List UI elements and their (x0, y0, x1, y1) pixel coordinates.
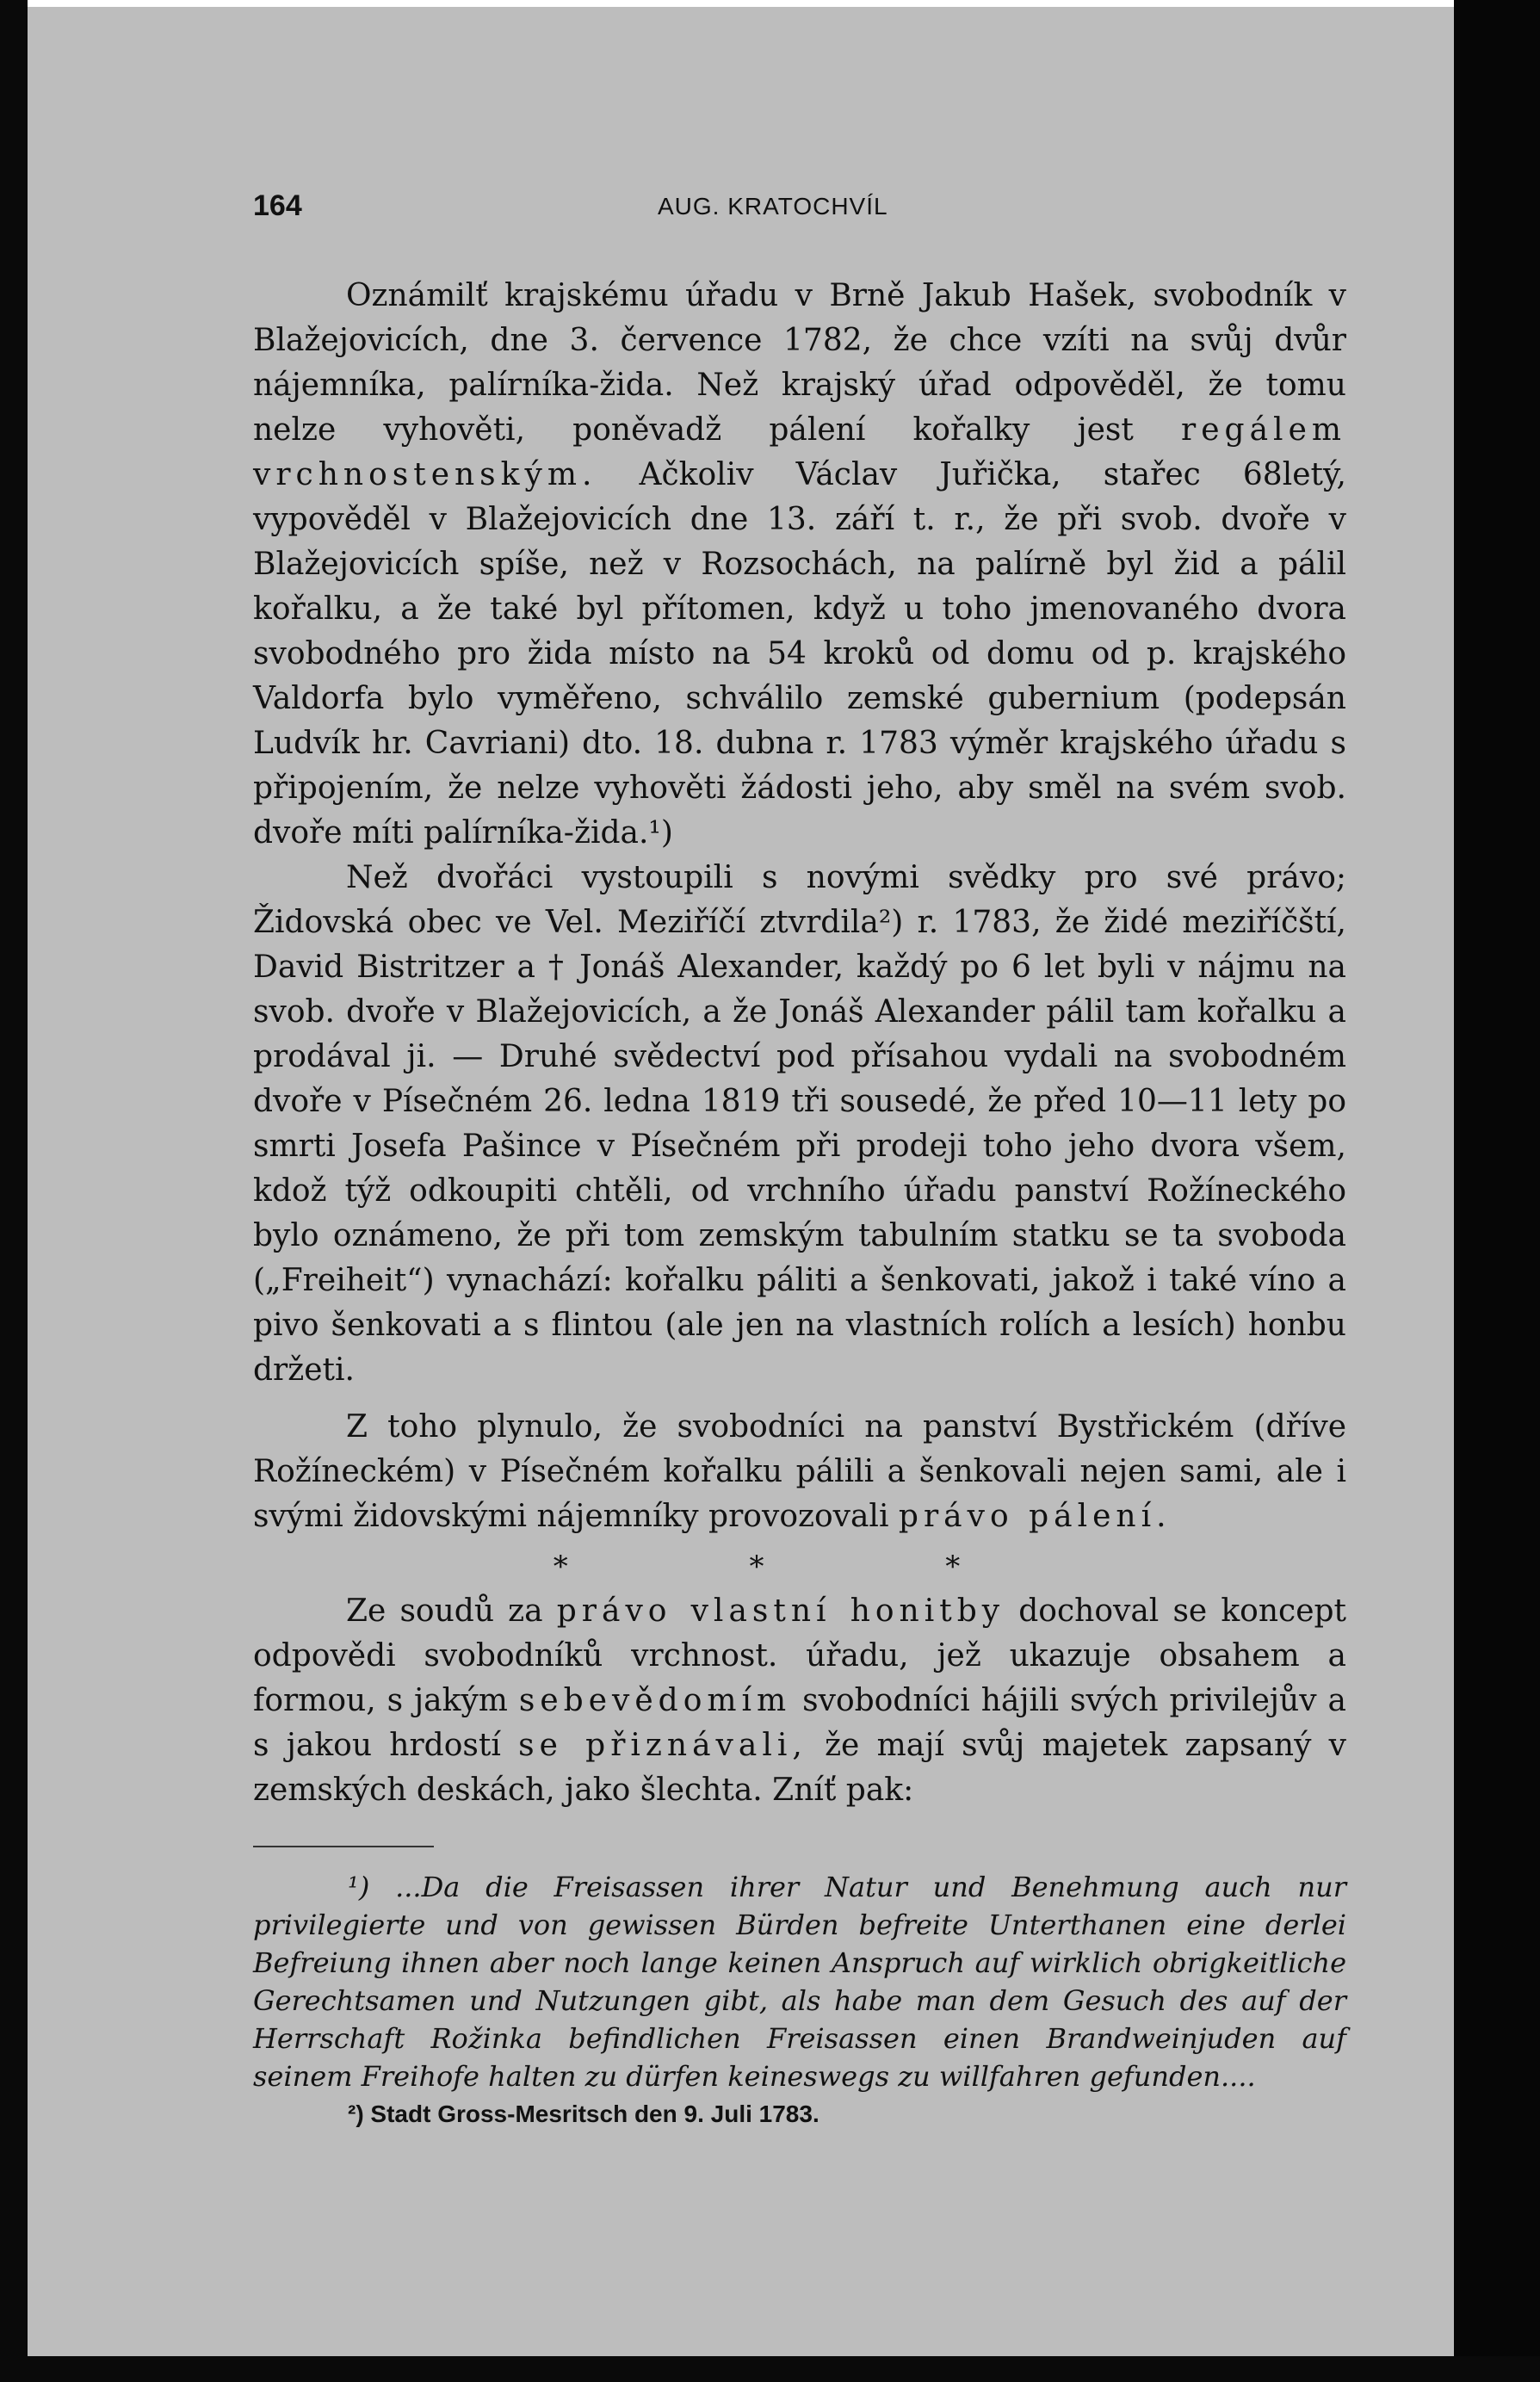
scan-border-right (1454, 0, 1540, 2382)
spaced-emphasis: se přiznávali, (518, 1728, 807, 1763)
page-number: 164 (253, 189, 302, 222)
spaced-emphasis: právo pálení. (898, 1499, 1172, 1534)
page-header (253, 189, 1346, 232)
body-text (253, 274, 1346, 1813)
scan-border-bottom (0, 2356, 1540, 2382)
paragraph-2: Než dvořáci vystoupili s novými svědky pro své právo; Židovská obec ve Vel. Meziříčí ztvrdila²) r. 1783, že židé meziříčští, David Bistritzer a † Jonáš Alexander, každý po 6 let byli v nájmu na svob. dvoře v Blažejovicích, a že Jonáš Alexander pálil tam kořalku a prodával ji. — Druhé svědectví pod přísahou vydali na svobodném dvoře v Písečném 26. ledna 1819 tři sousedé, že před 10—11 lety po smrti Josefa Pašince v Písečném při prodeji toho jeho dvora všem, kdož týž odkoupiti chtěli, od vrchního úřadu panství Rožíneckého bylo oznámeno, že při tom zemským tabulním statku se ta svoboda („Freiheit“) vynachází: kořalku páliti a šenkovati, jakož i také víno a pivo šenkovati a s flintou (ale jen na vlastních rolích a lesích) honbu držeti. (253, 860, 1346, 1388)
paragraph-3: Z toho plynulo, že svobodníci na panství Bystřickém (dříve Rožíneckém) v Písečném kořalku pálili a šenkovali nejen sami, ale i svými židovskými nájemníky provozovali právo pálení. (253, 1409, 1346, 1534)
scan-border-left (0, 0, 28, 2382)
footnote-1: ¹) ...Da die Freisassen ihrer Natur und Benehmung auch nur privilegierte und von gewissen Bürden befreite Unterthanen eine derlei Befreiung ihnen aber noch lange keinen Anspruch auf wirklich obrigkeitliche Gerechtsamen und Nutzungen gibt, als habe man dem Gesuch des auf der Herrschaft Rožinka befindlichen Freisassen einen Brandweinjuden auf seinem Freihofe halten zu dürfen keineswegs zu willfahren gefunden.... (253, 1871, 1346, 2093)
section-divider-stars: * * * (553, 1550, 1047, 1584)
footnotes (253, 1868, 1346, 2133)
spaced-emphasis: regálem vrchnostenským. (253, 412, 1347, 492)
running-head: AUG. KRATOCHVÍL (658, 193, 888, 220)
spaced-emphasis: sebevědomím (518, 1683, 792, 1718)
footnote-2: ²) Stadt Gross-Mesritsch den 9. Juli 1783. (348, 2100, 819, 2127)
footnote-divider (253, 1846, 434, 1847)
paragraph-4: Ze soudů za právo vlastní honitby dochoval se koncept odpovědi svobodníků vrchnost. úřadu, jež ukazuje obsahem a formou, s jakým sebevědomím svobodníci hájili svých privilejův a s jakou hrdostí se přiznávali, že mají svůj majetek zapsaný v zemských deskách, jako šlechta. Zníť pak: (253, 1593, 1347, 1808)
paragraph-1: Oznámilť krajskému úřadu v Brně Jakub Hašek, svobodník v Blažejovicích, dne 3. července 1782, že chce vzíti na svůj dvůr nájemníka, palírníka-žida. Než krajský úřad odpověděl, že tomu nelze vyhověti, poněvadž pálení kořalky jest regálem vrchnostenským. Ačkoliv Václav Juřička, stařec 68letý, vypověděl v Blažejovicích dne 13. září t. r., že při svob. dvoře v Blažejovicích spíše, než v Rozsochách, na palírně byl žid a pálil kořalku, a že také byl přítomen, když u toho jmenovaného dvora svobodného pro žida místo na 54 kroků od domu od p. krajského Valdorfa bylo vyměřeno, schválilo zemské gubernium (podepsán Ludvík hr. Cavriani) dto. 18. dubna r. 1783 výměr krajského úřadu s připojením, že nelze vyhověti žádosti jeho, aby směl na svém svob. dvoře míti palírníka-žida.¹) (253, 278, 1347, 851)
spaced-emphasis: právo vlastní honitby (556, 1593, 1005, 1629)
